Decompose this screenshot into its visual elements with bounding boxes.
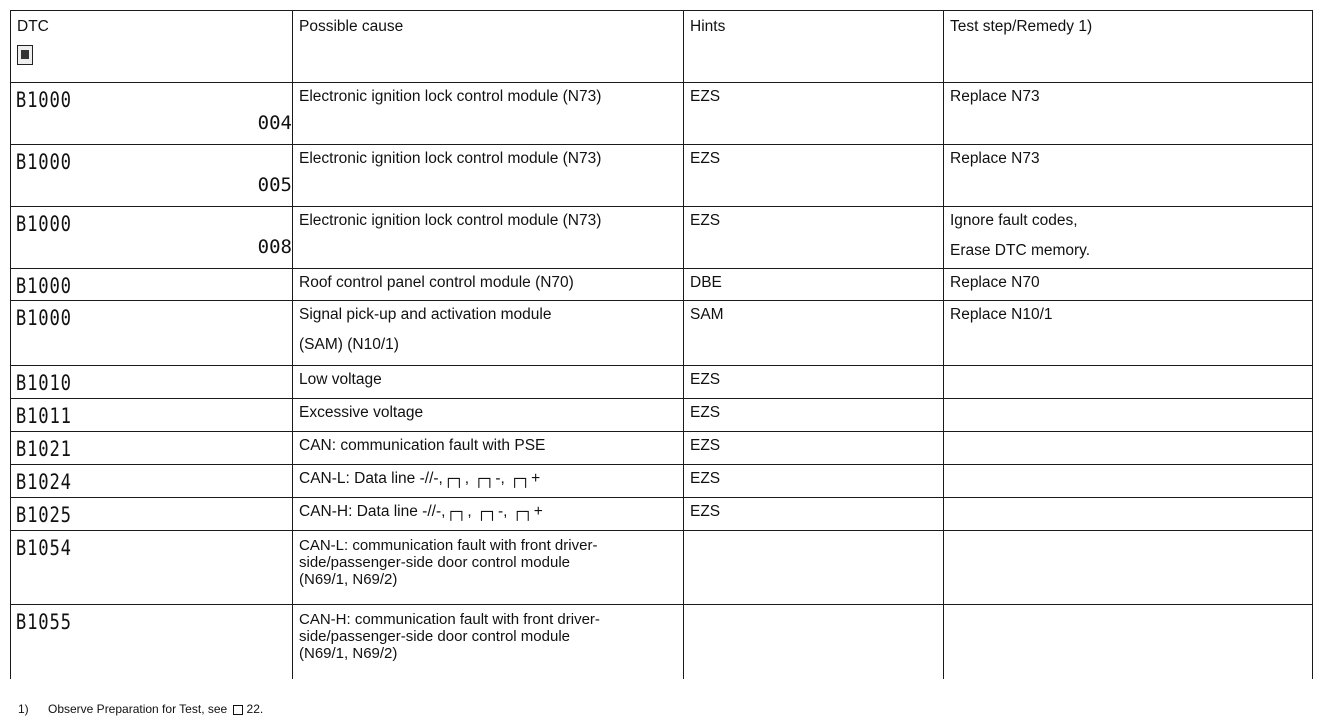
hints-text bbox=[684, 531, 943, 535]
header-dtc: DTC bbox=[17, 18, 49, 35]
dtc-code: B1055 bbox=[15, 610, 72, 634]
remedy-cell bbox=[944, 399, 1313, 432]
table-row bbox=[11, 83, 1313, 145]
hints-cell bbox=[684, 83, 944, 145]
footnote-text: Observe Preparation for Test, see bbox=[48, 702, 228, 716]
cause-text: CAN: communication fault with PSE bbox=[299, 437, 546, 454]
remedy-cell bbox=[944, 207, 1313, 269]
footnote bbox=[18, 702, 263, 716]
cause-cell bbox=[293, 531, 684, 605]
dtc-cell bbox=[11, 498, 293, 531]
header-hints-cell bbox=[684, 11, 944, 83]
header-cause: Possible cause bbox=[299, 18, 404, 35]
cause-cell bbox=[293, 605, 684, 679]
dtc-code: B1000 bbox=[15, 274, 72, 298]
hints-cell bbox=[684, 432, 944, 465]
hints-text: EZS bbox=[690, 503, 721, 520]
table-row bbox=[11, 145, 1313, 207]
dtc-subcode: 008 bbox=[257, 236, 292, 258]
hints-text bbox=[684, 605, 943, 609]
hints-text: EZS bbox=[690, 470, 721, 487]
dtc-code: B1011 bbox=[15, 404, 72, 428]
header-hints: Hints bbox=[690, 18, 726, 35]
dtc-code: B1021 bbox=[15, 437, 72, 461]
dtc-cell bbox=[11, 83, 293, 145]
hints-cell bbox=[684, 498, 944, 531]
cause-cell bbox=[293, 269, 684, 301]
dtc-code: B1000 bbox=[15, 150, 72, 174]
header-remedy-cell bbox=[944, 11, 1313, 83]
cause-cell bbox=[293, 207, 684, 269]
table-row bbox=[11, 366, 1313, 399]
hints-cell bbox=[684, 145, 944, 207]
table-row bbox=[11, 531, 1313, 605]
remedy-text: Replace N73 bbox=[950, 88, 1040, 105]
dtc-cell bbox=[11, 366, 293, 399]
cause-cell bbox=[293, 145, 684, 207]
header-cause-cell bbox=[293, 11, 684, 83]
footnote-number: 1) bbox=[18, 702, 29, 716]
table-row bbox=[11, 605, 1313, 679]
cause-cell bbox=[293, 498, 684, 531]
table-row bbox=[11, 432, 1313, 465]
remedy-cell bbox=[944, 605, 1313, 679]
remedy-text: Ignore fault codes, bbox=[950, 212, 1078, 229]
dtc-subcode: 005 bbox=[257, 174, 292, 196]
dtc-code: B1000 bbox=[15, 306, 72, 330]
cause-cell bbox=[293, 301, 684, 366]
cause-text: CAN-H: Data line -//-,┌┐, ┌┐-, ┌┐+ bbox=[299, 503, 543, 520]
remedy-cell bbox=[944, 83, 1313, 145]
cause-text: Signal pick-up and activation module bbox=[299, 306, 552, 323]
remedy-cell bbox=[944, 301, 1313, 366]
table-row bbox=[11, 465, 1313, 498]
dtc-code: B1000 bbox=[15, 88, 72, 112]
dtc-cell bbox=[11, 301, 293, 366]
footnote-page: 22. bbox=[246, 702, 264, 716]
table-body bbox=[11, 83, 1313, 679]
remedy-cell bbox=[944, 498, 1313, 531]
cause-text: (SAM) (N10/1) bbox=[299, 336, 399, 353]
dtc-code: B1010 bbox=[15, 371, 72, 395]
hints-text: EZS bbox=[690, 404, 721, 421]
hints-cell bbox=[684, 366, 944, 399]
remedy-text: Replace N73 bbox=[950, 150, 1040, 167]
header-remedy: Test step/Remedy 1) bbox=[950, 18, 1093, 35]
cause-text: (N69/1, N69/2) bbox=[299, 571, 398, 588]
dtc-code: B1000 bbox=[15, 212, 72, 236]
dtc-cell bbox=[11, 269, 293, 301]
dtc-code: B1024 bbox=[15, 470, 72, 494]
diagnostic-tester-icon bbox=[17, 45, 33, 65]
dtc-table bbox=[10, 10, 1313, 679]
remedy-cell bbox=[944, 531, 1313, 605]
dtc-cell bbox=[11, 432, 293, 465]
hints-cell bbox=[684, 207, 944, 269]
hints-cell bbox=[684, 269, 944, 301]
remedy-cell bbox=[944, 366, 1313, 399]
dtc-subcode: 004 bbox=[257, 112, 292, 134]
cause-text: Electronic ignition lock control module (N73) bbox=[299, 88, 602, 105]
cause-text: side/passenger-side door control module bbox=[299, 628, 570, 645]
remedy-cell bbox=[944, 269, 1313, 301]
cause-text: Roof control panel control module (N70) bbox=[299, 274, 574, 291]
cause-text: (N69/1, N69/2) bbox=[299, 645, 398, 662]
dtc-cell bbox=[11, 605, 293, 679]
table-row bbox=[11, 207, 1313, 269]
hints-cell bbox=[684, 605, 944, 679]
cause-text: CAN-L: Data line -//-,┌┐, ┌┐-, ┌┐+ bbox=[299, 470, 541, 487]
cause-text: Low voltage bbox=[299, 371, 382, 388]
table-row bbox=[11, 301, 1313, 366]
dtc-cell bbox=[11, 145, 293, 207]
dtc-cell bbox=[11, 465, 293, 498]
dtc-code: B1025 bbox=[15, 503, 72, 527]
page-reference-icon bbox=[233, 705, 243, 715]
hints-text: SAM bbox=[690, 306, 724, 323]
dtc-cell bbox=[11, 399, 293, 432]
hints-cell bbox=[684, 531, 944, 605]
hints-text: EZS bbox=[690, 150, 721, 167]
table-row bbox=[11, 498, 1313, 531]
header-dtc-cell bbox=[11, 11, 293, 83]
hints-text: EZS bbox=[690, 212, 721, 229]
dtc-cell bbox=[11, 531, 293, 605]
hints-text: EZS bbox=[690, 88, 721, 105]
hints-cell bbox=[684, 301, 944, 366]
remedy-cell bbox=[944, 465, 1313, 498]
remedy-text: Erase DTC memory. bbox=[950, 242, 1091, 259]
hints-cell bbox=[684, 465, 944, 498]
cause-text: side/passenger-side door control module bbox=[299, 554, 570, 571]
table-row bbox=[11, 399, 1313, 432]
cause-cell bbox=[293, 366, 684, 399]
remedy-cell bbox=[944, 145, 1313, 207]
cause-text: Electronic ignition lock control module (N73) bbox=[299, 212, 602, 229]
cause-text: CAN-L: communication fault with front driver- bbox=[299, 537, 598, 554]
hints-text: EZS bbox=[690, 371, 721, 388]
remedy-text: Replace N10/1 bbox=[950, 306, 1053, 323]
remedy-cell bbox=[944, 432, 1313, 465]
cause-cell bbox=[293, 465, 684, 498]
table-header-row bbox=[11, 11, 1313, 83]
cause-text: Electronic ignition lock control module (N73) bbox=[299, 150, 602, 167]
cause-cell bbox=[293, 432, 684, 465]
cause-text: Excessive voltage bbox=[299, 404, 424, 421]
hints-cell bbox=[684, 399, 944, 432]
cause-cell bbox=[293, 83, 684, 145]
cause-text: CAN-H: communication fault with front driver- bbox=[299, 611, 600, 628]
cause-cell bbox=[293, 399, 684, 432]
hints-text: DBE bbox=[690, 274, 722, 291]
remedy-text: Replace N70 bbox=[950, 274, 1040, 291]
dtc-cell bbox=[11, 207, 293, 269]
table-row bbox=[11, 269, 1313, 301]
dtc-code: B1054 bbox=[15, 536, 72, 560]
hints-text: EZS bbox=[690, 437, 721, 454]
